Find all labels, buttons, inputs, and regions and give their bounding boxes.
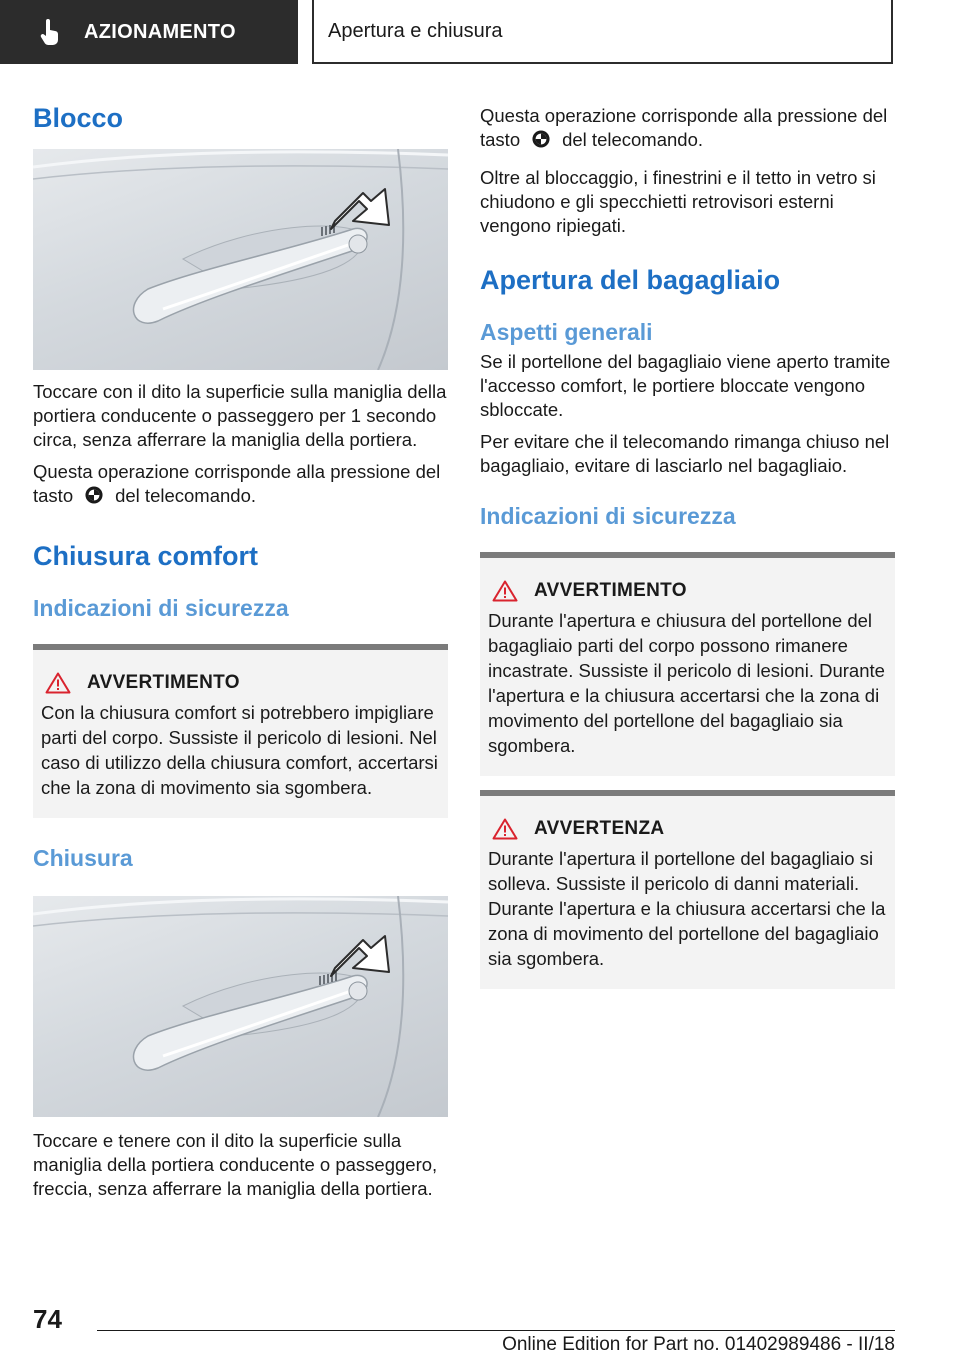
warning-label: AVVERTIMENTO: [87, 672, 240, 693]
tailgate-notice-box: [480, 790, 895, 989]
right-paragraph-2: Oltre al bloccaggio, i finestrini e il tetto in vetro si chiudono e gli specchietti retrovisori esterni vengono ripiegati.: [480, 167, 876, 236]
generali-paragraph-2: Per evitare che il telecomando rimanga chiuso nel bagagliaio, evitare di lasciarlo nel bagagliaio.: [480, 431, 890, 476]
section-title: AZIONAMENTO: [84, 20, 236, 43]
warning-text: Durante l'apertura e chiusura del portellone del bagagliaio parti del corpo possono rimanere incastrate. Sussiste il pericolo di lesioni. Durante l'apertura e la chiusura accertarsi che la zona di movimento del portellone del bagagliaio sia sgombera.: [488, 610, 885, 756]
chapter-header: [312, 0, 893, 64]
door-handle-illustration: [33, 149, 448, 370]
comfort-warning-box: [33, 644, 448, 818]
blocco-paragraph-2-end: del telecomando.: [115, 485, 257, 506]
notice-text: Durante l'apertura il portellone del bagagliaio si solleva. Sussiste il pericolo di danni materiali. Durante l'apertura e la chiusura accertarsi che la zona di movimento del portellone del bagagliaio sia sgombera.: [488, 848, 886, 969]
page-number: 74: [33, 1304, 62, 1334]
bagagliaio-heading: Apertura del bagagliaio: [480, 265, 781, 295]
chiusura-subheading: Chiusura: [33, 845, 133, 871]
generali-paragraph-1: Se il portellone del bagagliaio viene aperto tramite l'accesso comfort, le portiere bloccate vengono sbloccate.: [480, 351, 891, 420]
warning-label: AVVERTIMENTO: [534, 580, 687, 601]
right-paragraph-1-start: Questa operazione corrisponde alla pressione del tasto: [480, 105, 888, 150]
bmw-lock-button-icon: [532, 130, 550, 148]
blocco-paragraph-2-start: Questa operazione corrisponde alla pressione del tasto: [33, 461, 441, 506]
comfort-safety-subheading: Indicazioni di sicurezza: [33, 595, 289, 621]
right-paragraph-1-end: del telecomando.: [562, 129, 704, 150]
left-column: [33, 100, 448, 1201]
footer-divider: [97, 1330, 895, 1331]
blocco-heading: Blocco: [33, 103, 124, 133]
hand-pointer-icon: [40, 19, 60, 45]
warning-triangle-icon: [492, 580, 518, 602]
blocco-paragraph-1: Toccare con il dito la superficie sulla maniglia della portiera conducente o passeggero per 1 secondo circa, senza afferrare la maniglia della portiera.: [33, 381, 447, 450]
bagagliaio-safety-subheading: Indicazioni di sicurezza: [480, 503, 736, 529]
door-handle-illustration-2: [33, 896, 448, 1117]
notice-label: AVVERTENZA: [534, 818, 665, 839]
right-paragraph-1: [480, 104, 895, 152]
warning-triangle-icon: [492, 818, 518, 840]
tailgate-warning-box: [480, 552, 895, 776]
warning-triangle-icon: [45, 672, 71, 694]
right-column: [480, 104, 895, 989]
blocco-paragraph-2: [33, 460, 448, 508]
section-tab: [0, 0, 298, 64]
chiusura-comfort-heading: Chiusura comfort: [33, 541, 259, 571]
edition-note: Online Edition for Part no. 01402989486 - II/18: [502, 1334, 895, 1355]
bmw-lock-button-icon: [85, 486, 103, 504]
warning-text: Con la chiusura comfort si potrebbero impigliare parti del corpo. Sussiste il pericolo di lesioni. Nel caso di utilizzo della chiusura comfort, accertarsi che la zona di movimento sia sgombera.: [41, 702, 438, 798]
chiusura-paragraph: Toccare e tenere con il dito la superficie sulla maniglia della portiera conducente o passeggero, freccia, senza afferrare la maniglia della portiera.: [33, 1130, 438, 1199]
aspetti-generali-subheading: Aspetti generali: [480, 319, 653, 345]
chapter-title: Apertura e chiusura: [328, 19, 503, 42]
